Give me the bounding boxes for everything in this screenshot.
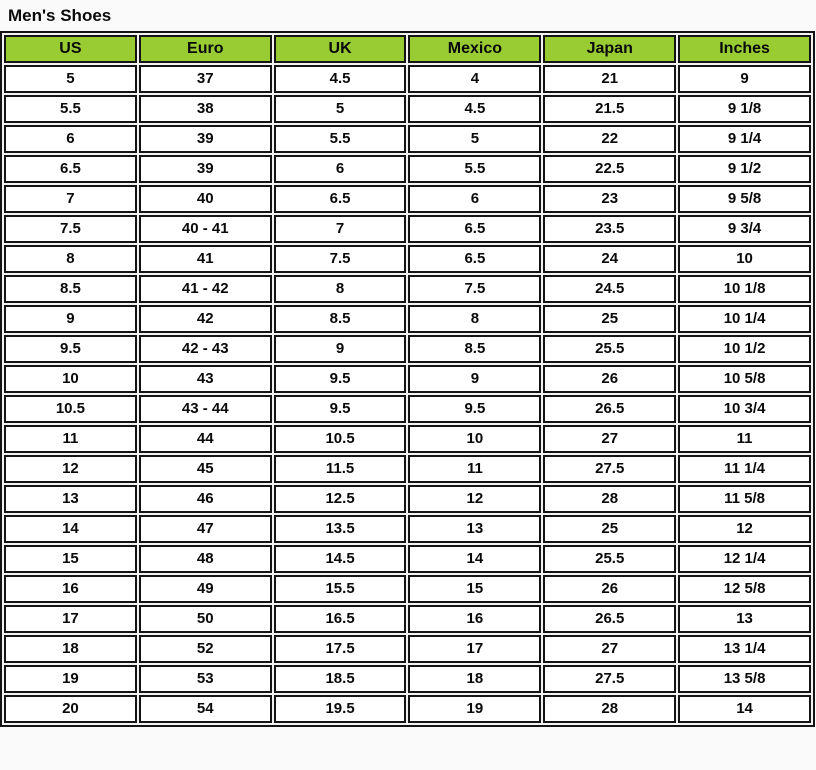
table-cell: 15 — [408, 575, 541, 603]
table-row — [4, 455, 811, 483]
table-cell: 14 — [408, 545, 541, 573]
table-cell: 5.5 — [4, 95, 137, 123]
table-row — [4, 515, 811, 543]
table-cell: 47 — [139, 515, 272, 543]
table-cell: 26 — [543, 575, 676, 603]
table-cell: 19 — [4, 665, 137, 693]
table-row — [4, 605, 811, 633]
table-cell: 40 — [139, 185, 272, 213]
table-cell: 7 — [274, 215, 407, 243]
table-cell: 6 — [274, 155, 407, 183]
table-cell: 11 5/8 — [678, 485, 811, 513]
table-cell: 10.5 — [274, 425, 407, 453]
table-cell: 9.5 — [4, 335, 137, 363]
table-cell: 11 — [4, 425, 137, 453]
table-cell: 54 — [139, 695, 272, 723]
table-cell: 6 — [408, 185, 541, 213]
table-cell: 20 — [4, 695, 137, 723]
table-cell: 9 — [274, 335, 407, 363]
table-cell: 27 — [543, 635, 676, 663]
table-row — [4, 575, 811, 603]
table-cell: 8.5 — [274, 305, 407, 333]
table-cell: 40 - 41 — [139, 215, 272, 243]
table-cell: 18 — [4, 635, 137, 663]
table-row — [4, 395, 811, 423]
table-cell: 22 — [543, 125, 676, 153]
table-cell: 7 — [4, 185, 137, 213]
table-cell: 13 1/4 — [678, 635, 811, 663]
table-cell: 26 — [543, 365, 676, 393]
table-cell: 9.5 — [274, 365, 407, 393]
column-header-mexico: Mexico — [408, 35, 541, 63]
column-header-inches: Inches — [678, 35, 811, 63]
table-cell: 15 — [4, 545, 137, 573]
table-cell: 18.5 — [274, 665, 407, 693]
table-cell: 27.5 — [543, 455, 676, 483]
table-cell: 5 — [274, 95, 407, 123]
table-cell: 24 — [543, 245, 676, 273]
table-cell: 9 5/8 — [678, 185, 811, 213]
table-cell: 10.5 — [4, 395, 137, 423]
table-cell: 26.5 — [543, 605, 676, 633]
table-cell: 8.5 — [408, 335, 541, 363]
table-cell: 19 — [408, 695, 541, 723]
table-row — [4, 95, 811, 123]
table-cell: 43 - 44 — [139, 395, 272, 423]
table-row — [4, 65, 811, 93]
table-cell: 15.5 — [274, 575, 407, 603]
table-cell: 8 — [274, 275, 407, 303]
table-cell: 9 — [4, 305, 137, 333]
table-cell: 49 — [139, 575, 272, 603]
table-cell: 28 — [543, 695, 676, 723]
table-row — [4, 635, 811, 663]
table-row — [4, 545, 811, 573]
table-cell: 12 — [678, 515, 811, 543]
table-cell: 13.5 — [274, 515, 407, 543]
table-cell: 11 — [678, 425, 811, 453]
table-row — [4, 665, 811, 693]
table-cell: 23.5 — [543, 215, 676, 243]
column-header-us: US — [4, 35, 137, 63]
table-row — [4, 275, 811, 303]
table-cell: 6 — [4, 125, 137, 153]
header-row — [4, 35, 811, 63]
table-row — [4, 485, 811, 513]
table-cell: 44 — [139, 425, 272, 453]
size-conversion-table — [0, 31, 815, 727]
table-cell: 12 — [408, 485, 541, 513]
table-cell: 43 — [139, 365, 272, 393]
table-cell: 38 — [139, 95, 272, 123]
table-cell: 10 1/2 — [678, 335, 811, 363]
table-cell: 18 — [408, 665, 541, 693]
table-row — [4, 425, 811, 453]
table-cell: 9.5 — [408, 395, 541, 423]
table-cell: 10 — [4, 365, 137, 393]
table-cell: 45 — [139, 455, 272, 483]
table-cell: 27.5 — [543, 665, 676, 693]
table-cell: 42 - 43 — [139, 335, 272, 363]
table-cell: 16 — [4, 575, 137, 603]
table-cell: 10 — [678, 245, 811, 273]
table-cell: 8 — [4, 245, 137, 273]
table-cell: 21.5 — [543, 95, 676, 123]
table-row — [4, 185, 811, 213]
table-cell: 5 — [4, 65, 137, 93]
table-body — [4, 65, 811, 723]
table-cell: 7.5 — [4, 215, 137, 243]
table-cell: 11 — [408, 455, 541, 483]
table-cell: 25.5 — [543, 335, 676, 363]
table-cell: 5.5 — [408, 155, 541, 183]
table-cell: 4 — [408, 65, 541, 93]
table-row — [4, 305, 811, 333]
table-cell: 9 1/8 — [678, 95, 811, 123]
table-cell: 16 — [408, 605, 541, 633]
table-cell: 41 - 42 — [139, 275, 272, 303]
table-cell: 26.5 — [543, 395, 676, 423]
table-cell: 42 — [139, 305, 272, 333]
table-cell: 25.5 — [543, 545, 676, 573]
table-cell: 46 — [139, 485, 272, 513]
table-cell: 41 — [139, 245, 272, 273]
table-cell: 12.5 — [274, 485, 407, 513]
table-row — [4, 155, 811, 183]
table-cell: 10 — [408, 425, 541, 453]
table-cell: 11 1/4 — [678, 455, 811, 483]
table-header — [4, 35, 811, 63]
table-cell: 13 — [678, 605, 811, 633]
table-cell: 9 1/4 — [678, 125, 811, 153]
table-row — [4, 335, 811, 363]
table-cell: 9 — [408, 365, 541, 393]
table-cell: 9 3/4 — [678, 215, 811, 243]
table-cell: 48 — [139, 545, 272, 573]
table-cell: 10 5/8 — [678, 365, 811, 393]
table-cell: 10 1/8 — [678, 275, 811, 303]
table-row — [4, 695, 811, 723]
table-cell: 53 — [139, 665, 272, 693]
table-cell: 22.5 — [543, 155, 676, 183]
table-cell: 50 — [139, 605, 272, 633]
table-cell: 25 — [543, 515, 676, 543]
table-cell: 14 — [4, 515, 137, 543]
table-cell: 39 — [139, 155, 272, 183]
table-cell: 6.5 — [274, 185, 407, 213]
table-cell: 16.5 — [274, 605, 407, 633]
table-cell: 10 3/4 — [678, 395, 811, 423]
table-cell: 21 — [543, 65, 676, 93]
table-row — [4, 125, 811, 153]
table-cell: 5 — [408, 125, 541, 153]
table-cell: 17 — [408, 635, 541, 663]
table-cell: 9.5 — [274, 395, 407, 423]
table-cell: 7.5 — [408, 275, 541, 303]
column-header-japan: Japan — [543, 35, 676, 63]
table-cell: 14.5 — [274, 545, 407, 573]
table-cell: 6.5 — [408, 215, 541, 243]
table-cell: 8.5 — [4, 275, 137, 303]
table-cell: 25 — [543, 305, 676, 333]
table-cell: 19.5 — [274, 695, 407, 723]
table-cell: 10 1/4 — [678, 305, 811, 333]
table-cell: 12 — [4, 455, 137, 483]
table-cell: 8 — [408, 305, 541, 333]
table-cell: 17.5 — [274, 635, 407, 663]
table-cell: 13 5/8 — [678, 665, 811, 693]
table-cell: 12 5/8 — [678, 575, 811, 603]
table-cell: 28 — [543, 485, 676, 513]
table-row — [4, 215, 811, 243]
table-cell: 12 1/4 — [678, 545, 811, 573]
table-cell: 24.5 — [543, 275, 676, 303]
table-cell: 9 — [678, 65, 811, 93]
column-header-uk: UK — [274, 35, 407, 63]
table-cell: 4.5 — [408, 95, 541, 123]
table-cell: 37 — [139, 65, 272, 93]
table-cell: 17 — [4, 605, 137, 633]
table-cell: 4.5 — [274, 65, 407, 93]
table-cell: 23 — [543, 185, 676, 213]
page-title: Men's Shoes — [8, 6, 112, 25]
table-cell: 6.5 — [4, 155, 137, 183]
table-cell: 13 — [4, 485, 137, 513]
column-header-euro: Euro — [139, 35, 272, 63]
table-cell: 13 — [408, 515, 541, 543]
table-cell: 5.5 — [274, 125, 407, 153]
table-cell: 7.5 — [274, 245, 407, 273]
table-cell: 11.5 — [274, 455, 407, 483]
table-cell: 39 — [139, 125, 272, 153]
table-cell: 6.5 — [408, 245, 541, 273]
table-cell: 52 — [139, 635, 272, 663]
table-row — [4, 365, 811, 393]
table-cell: 27 — [543, 425, 676, 453]
table-cell: 14 — [678, 695, 811, 723]
table-cell: 9 1/2 — [678, 155, 811, 183]
table-row — [4, 245, 811, 273]
